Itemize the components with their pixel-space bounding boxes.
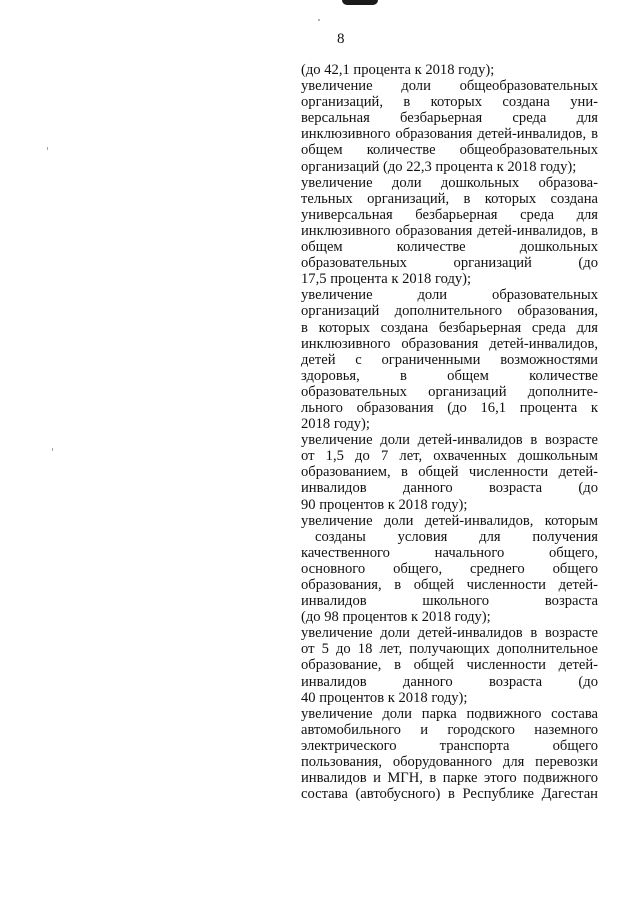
text-line: от 5 до 18 лет, получающих дополнительное xyxy=(301,641,598,658)
text-line: увеличение доли общеобразовательных xyxy=(301,78,598,95)
text-line: детей с ограниченными возможностями xyxy=(301,351,598,368)
text-line: инклюзивного образования детей-инвалидов, в xyxy=(301,222,598,239)
text-line: увеличение доли парка подвижного состава xyxy=(301,705,598,722)
text-line: увеличение доли детей-инвалидов, которым xyxy=(301,512,598,529)
text-line: инвалидов данного возраста (до xyxy=(301,480,598,497)
text-line: автомобильного и городского наземного xyxy=(301,721,598,738)
text-line: тельных организаций, в которых создана xyxy=(301,190,598,207)
text-line: общем количестве дошкольных xyxy=(301,239,598,256)
text-line: в которых создана безбарьерная среда для xyxy=(301,319,598,336)
text-line: инвалидов и МГН, в парке этого подвижного xyxy=(301,770,598,787)
text-line: (до 42,1 процента к 2018 году); xyxy=(301,62,495,78)
text-line: электрического транспорта общего xyxy=(301,737,598,754)
text-line: 40 процентов к 2018 году); xyxy=(301,689,468,706)
text-line: 2018 году); xyxy=(301,416,370,433)
text-line: инклюзивного образования детей-инвалидов, в xyxy=(301,126,598,143)
text-line: состава (автобусного) в Республике Дагестан xyxy=(301,786,598,803)
scan-edge-mark xyxy=(342,0,378,5)
text-line: созданы условия для получения xyxy=(315,528,598,545)
text-line: образовательных организаций (до xyxy=(301,255,598,272)
text-line: инвалидов данного возраста (до xyxy=(301,673,598,690)
text-line: образования, в общей численности детей- xyxy=(301,577,598,593)
scan-speck xyxy=(52,448,53,451)
page-number: 8 xyxy=(337,31,345,47)
text-line: универсальная безбарьерная среда для xyxy=(301,206,598,223)
text-line: увеличение доли детей-инвалидов в возрасте xyxy=(301,625,598,642)
text-line: 17,5 процента к 2018 году); xyxy=(301,271,472,288)
text-line: версальная безбарьерная среда для xyxy=(301,110,598,127)
text-line: инвалидов школьного возраста xyxy=(301,593,598,610)
text-line: организаций, в которых создана уни- xyxy=(301,94,598,111)
text-line: (до 98 процентов к 2018 году); xyxy=(301,609,491,626)
text-line: пользования, оборудованного для перевозки xyxy=(301,754,598,771)
text-line: образовательных организаций дополните- xyxy=(301,383,598,400)
text-line: организаций (до 22,3 процента к 2018 году); xyxy=(301,158,577,175)
text-line: основного общего, среднего общего xyxy=(301,560,598,577)
text-line: здоровья, в общем количестве xyxy=(301,367,598,384)
text-line: образованием, в общей численности детей- xyxy=(301,464,598,481)
document-body xyxy=(301,62,598,802)
text-line: увеличение доли дошкольных образова- xyxy=(301,174,598,191)
text-line: увеличение доли детей-инвалидов в возрасте xyxy=(301,432,598,449)
text-line: организаций дополнительного образования, xyxy=(301,303,598,320)
text-line: 90 процентов к 2018 году); xyxy=(301,496,468,513)
text-line: качественного начального общего, xyxy=(301,544,598,561)
text-line: общем количестве общеобразовательных xyxy=(301,142,598,159)
text-line: образование, в общей численности детей- xyxy=(301,657,598,674)
text-line: увеличение доли образовательных xyxy=(301,287,598,304)
scan-speck xyxy=(318,19,320,21)
text-line: льного образования (до 16,1 процента к xyxy=(301,399,598,416)
text-line: инклюзивного образования детей-инвалидов, xyxy=(301,335,598,352)
text-line: от 1,5 до 7 лет, охваченных дошкольным xyxy=(301,448,598,465)
scan-speck xyxy=(47,147,48,150)
